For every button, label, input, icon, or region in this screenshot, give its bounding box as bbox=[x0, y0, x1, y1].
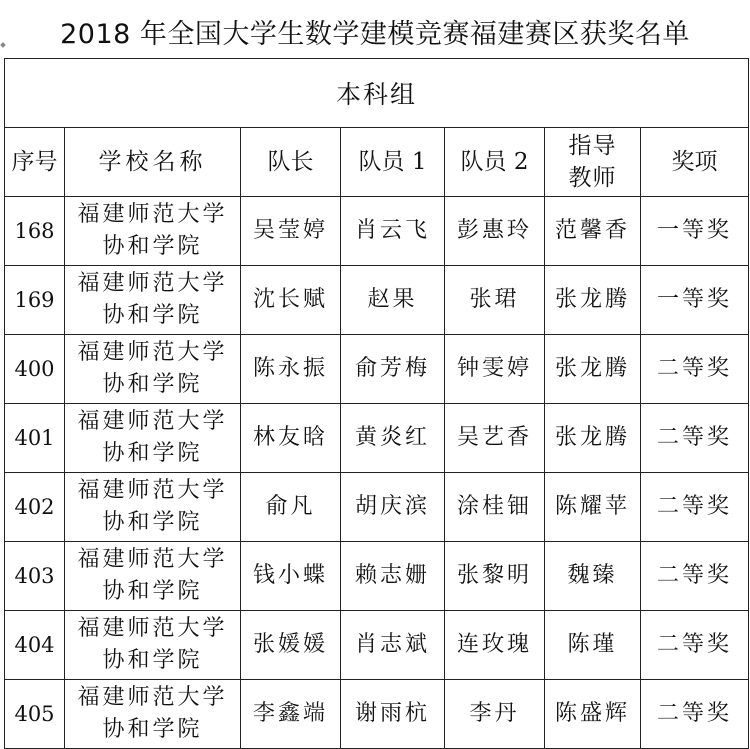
school-line-1: 福建师范大学 bbox=[77, 340, 228, 365]
cell-index: 401 bbox=[5, 404, 65, 473]
cell-award: 二等奖 bbox=[641, 473, 749, 542]
cell-member1: 胡庆滨 bbox=[341, 473, 445, 542]
school-line-2: 协和学院 bbox=[102, 717, 203, 742]
group-row bbox=[5, 59, 749, 128]
cell-captain: 沈长赋 bbox=[241, 266, 341, 335]
header-teacher-line2: 教师 bbox=[568, 165, 617, 191]
cell-school bbox=[65, 266, 241, 335]
cell-member2: 彭惠玲 bbox=[445, 197, 545, 266]
cell-member1: 谢雨杭 bbox=[341, 680, 445, 749]
cell-award: 一等奖 bbox=[641, 197, 749, 266]
cell-member2: 涂桂钿 bbox=[445, 473, 545, 542]
school-line-2: 协和学院 bbox=[102, 579, 203, 604]
cell-captain: 陈永振 bbox=[241, 335, 341, 404]
cell-member2: 张珺 bbox=[445, 266, 545, 335]
school-line-1: 福建师范大学 bbox=[77, 478, 228, 503]
cell-award: 二等奖 bbox=[641, 404, 749, 473]
cell-teacher: 陈耀苹 bbox=[545, 473, 641, 542]
table-row bbox=[5, 680, 749, 749]
header-index: 序号 bbox=[5, 128, 65, 197]
cell-member1: 赵果 bbox=[341, 266, 445, 335]
school-line-2: 协和学院 bbox=[102, 303, 203, 328]
header-member1: 队员 1 bbox=[341, 128, 445, 197]
table-row bbox=[5, 197, 749, 266]
cell-member2: 连玫瑰 bbox=[445, 611, 545, 680]
cell-school bbox=[65, 680, 241, 749]
school-line-2: 协和学院 bbox=[102, 372, 203, 397]
cell-captain: 林友晗 bbox=[241, 404, 341, 473]
header-captain: 队长 bbox=[241, 128, 341, 197]
cell-captain: 张媛媛 bbox=[241, 611, 341, 680]
cell-index: 169 bbox=[5, 266, 65, 335]
cell-teacher: 陈瑾 bbox=[545, 611, 641, 680]
cell-index: 168 bbox=[5, 197, 65, 266]
cell-award: 二等奖 bbox=[641, 680, 749, 749]
cell-member1: 俞芳梅 bbox=[341, 335, 445, 404]
award-table bbox=[4, 58, 749, 749]
cell-member1: 赖志姗 bbox=[341, 542, 445, 611]
cell-index: 400 bbox=[5, 335, 65, 404]
cell-award: 二等奖 bbox=[641, 611, 749, 680]
cell-index: 405 bbox=[5, 680, 65, 749]
school-line-1: 福建师范大学 bbox=[77, 202, 228, 227]
cell-school bbox=[65, 542, 241, 611]
cell-teacher: 张龙腾 bbox=[545, 335, 641, 404]
cell-teacher: 陈盛辉 bbox=[545, 680, 641, 749]
cell-index: 404 bbox=[5, 611, 65, 680]
cell-award: 一等奖 bbox=[641, 266, 749, 335]
header-member2: 队员 2 bbox=[445, 128, 545, 197]
cell-school bbox=[65, 197, 241, 266]
table-row bbox=[5, 611, 749, 680]
cell-captain: 钱小蝶 bbox=[241, 542, 341, 611]
cell-member2: 钟雯婷 bbox=[445, 335, 545, 404]
cell-member1: 肖志斌 bbox=[341, 611, 445, 680]
cell-school bbox=[65, 473, 241, 542]
table-row bbox=[5, 473, 749, 542]
cell-school bbox=[65, 335, 241, 404]
school-line-1: 福建师范大学 bbox=[77, 409, 228, 434]
table-row bbox=[5, 542, 749, 611]
document-title: 2018 年全国大学生数学建模竞赛福建赛区获奖名单 bbox=[60, 19, 690, 50]
cell-captain: 吴莹婷 bbox=[241, 197, 341, 266]
header-teacher bbox=[545, 128, 641, 197]
school-line-1: 福建师范大学 bbox=[77, 685, 228, 710]
cell-member1: 黄炎红 bbox=[341, 404, 445, 473]
header-row bbox=[5, 128, 749, 197]
cell-index: 402 bbox=[5, 473, 65, 542]
school-line-2: 协和学院 bbox=[102, 510, 203, 535]
school-line-1: 福建师范大学 bbox=[77, 271, 228, 296]
table-row bbox=[5, 335, 749, 404]
header-award: 奖项 bbox=[641, 128, 749, 197]
cell-school bbox=[65, 611, 241, 680]
table-row bbox=[5, 404, 749, 473]
cell-teacher: 魏臻 bbox=[545, 542, 641, 611]
school-line-2: 协和学院 bbox=[102, 234, 203, 259]
header-school: 学校名称 bbox=[65, 128, 241, 197]
cell-index: 403 bbox=[5, 542, 65, 611]
header-teacher-line1: 指导 bbox=[568, 133, 617, 159]
cell-teacher: 张龙腾 bbox=[545, 266, 641, 335]
cell-captain: 俞凡 bbox=[241, 473, 341, 542]
cell-member1: 肖云飞 bbox=[341, 197, 445, 266]
school-line-1: 福建师范大学 bbox=[77, 616, 228, 641]
school-line-2: 协和学院 bbox=[102, 648, 203, 673]
table-row bbox=[5, 266, 749, 335]
cell-member2: 李丹 bbox=[445, 680, 545, 749]
cell-school bbox=[65, 404, 241, 473]
cell-member2: 张黎明 bbox=[445, 542, 545, 611]
table-body bbox=[5, 197, 749, 749]
cell-award: 二等奖 bbox=[641, 335, 749, 404]
cell-teacher: 范馨香 bbox=[545, 197, 641, 266]
group-label: 本科组 bbox=[5, 59, 749, 128]
cell-captain: 李鑫端 bbox=[241, 680, 341, 749]
school-line-2: 协和学院 bbox=[102, 441, 203, 466]
cell-member2: 吴艺香 bbox=[445, 404, 545, 473]
school-line-1: 福建师范大学 bbox=[77, 547, 228, 572]
cell-teacher: 张龙腾 bbox=[545, 404, 641, 473]
cell-award: 二等奖 bbox=[641, 542, 749, 611]
